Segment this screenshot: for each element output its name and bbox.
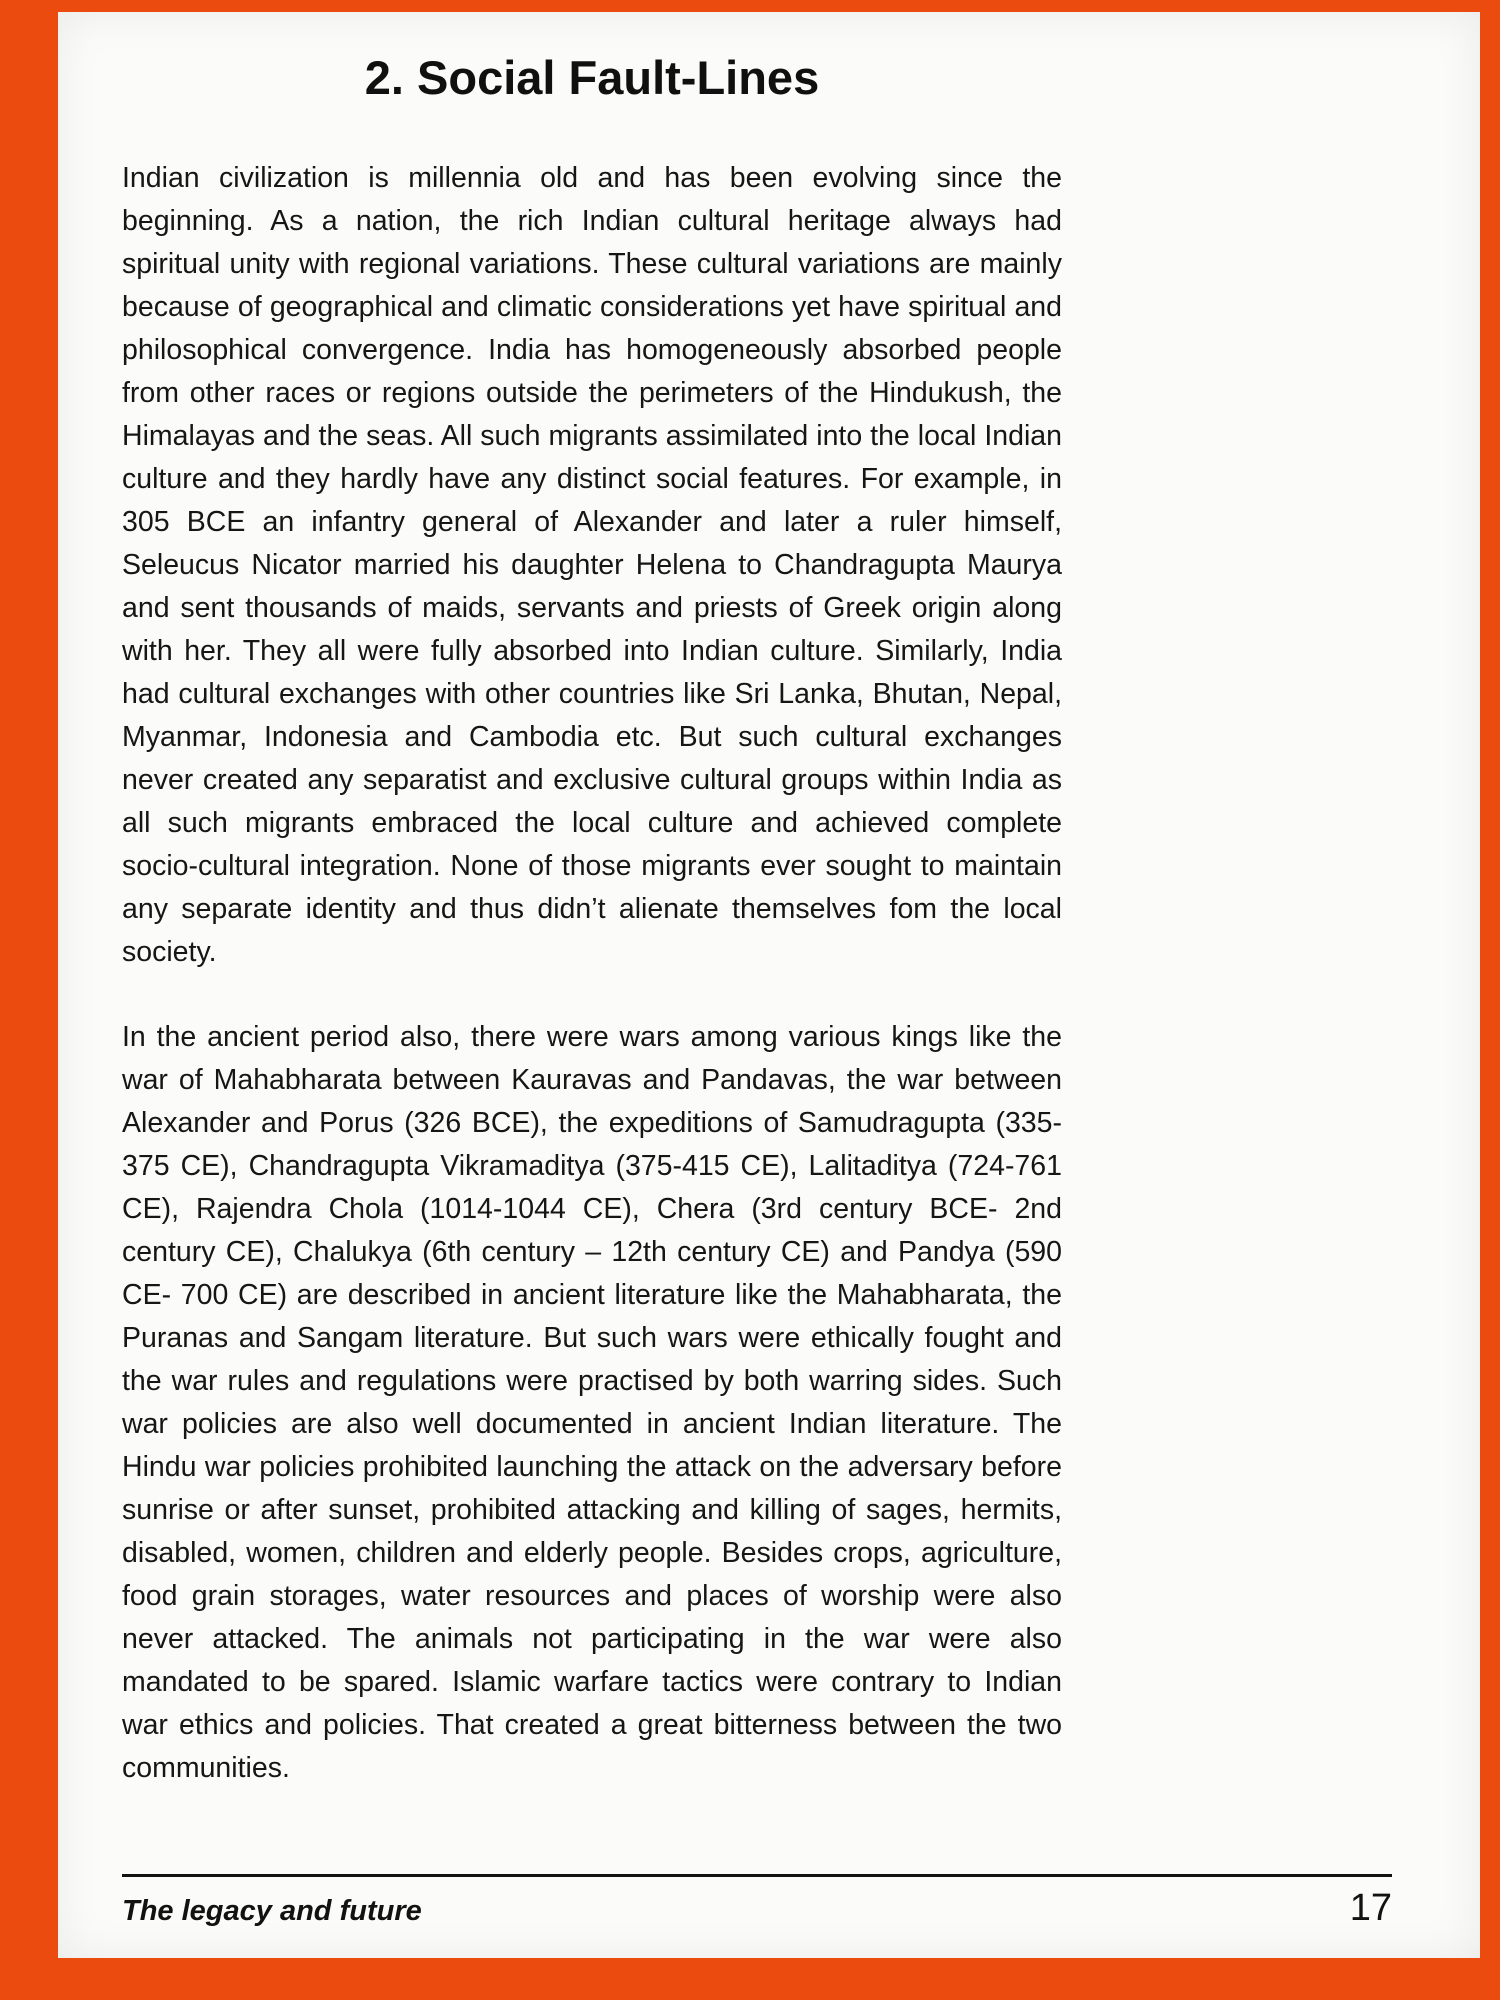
paragraph-2: In the ancient period also, there were wars among various kings like the war of Mahabharata between Kauravas and Pandavas, the war between Alexander and Porus (326 BCE), the expeditions of Samudragupta (335-375 CE), Chandragupta Vikramaditya (375-415 CE), Lalitaditya (724-761 CE), Rajendra Chola (1014-1044 CE), Chera (3rd century BCE- 2nd century CE), Chalukya (6th century – 12th century CE) and Pandya (590 CE- 700 CE) are described in ancient literature like the Mahabharata, the Puranas and Sangam literature. But such wars were ethically fought and the war rules and regulations were practised by both warring sides. Such war policies are also well documented in ancient Indian literature. The Hindu war policies prohibited launching the attack on the adversary before sunrise or after sunset, prohibited attacking and killing of sages, hermits, disabled, women, children and elderly people. Besides crops, agriculture, food grain storages, water resources and places of worship were also never attacked. The animals not participating in the war were also mandated to be spared. Islamic warfare tactics were contrary to Indian war ethics and policies. That created a great bitterness between the two communities.	[122, 1021, 1062, 1784]
footer-rule	[122, 1874, 1392, 1877]
page-content	[122, 50, 1062, 1832]
page-footer	[122, 1874, 1392, 1930]
book-page	[58, 12, 1480, 1958]
paragraph-1: Indian civilization is millennia old and has been evolving since the beginning. As a nation, the rich Indian cultural heritage always had spiritual unity with regional variations. These cultural variations are mainly because of geographical and climatic considerations yet have spiritual and philosophical convergence. India has homogeneously absorbed people from other races or regions outside the perimeters of the Hindukush, the Himalayas and the seas. All such migrants assimilated into the local Indian culture and they hardly have any distinct social features. For example, in 305 BCE an infantry general of Alexander and later a ruler himself, Seleucus Nicator married his daughter Helena to Chandragupta Maurya and sent thousands of maids, servants and priests of Greek origin along with her. They all were fully absorbed into Indian culture. Similarly, India had cultural exchanges with other countries like Sri Lanka, Bhutan, Nepal, Myanmar, Indonesia and Cambodia etc. But such cultural exchanges never created any separatist and exclusive cultural groups within India as all such migrants embraced the local culture and achieved complete socio-cultural integration. None of those migrants ever sought to maintain any separate identity and thus didn’t alienate themselves fom the local society.	[122, 162, 1062, 968]
page-title: 2. Social Fault-Lines	[364, 51, 820, 104]
footer-book-title: The legacy and future	[122, 1895, 422, 1927]
footer-page-number: 17	[1349, 1887, 1392, 1929]
footer-row	[122, 1887, 1392, 1930]
